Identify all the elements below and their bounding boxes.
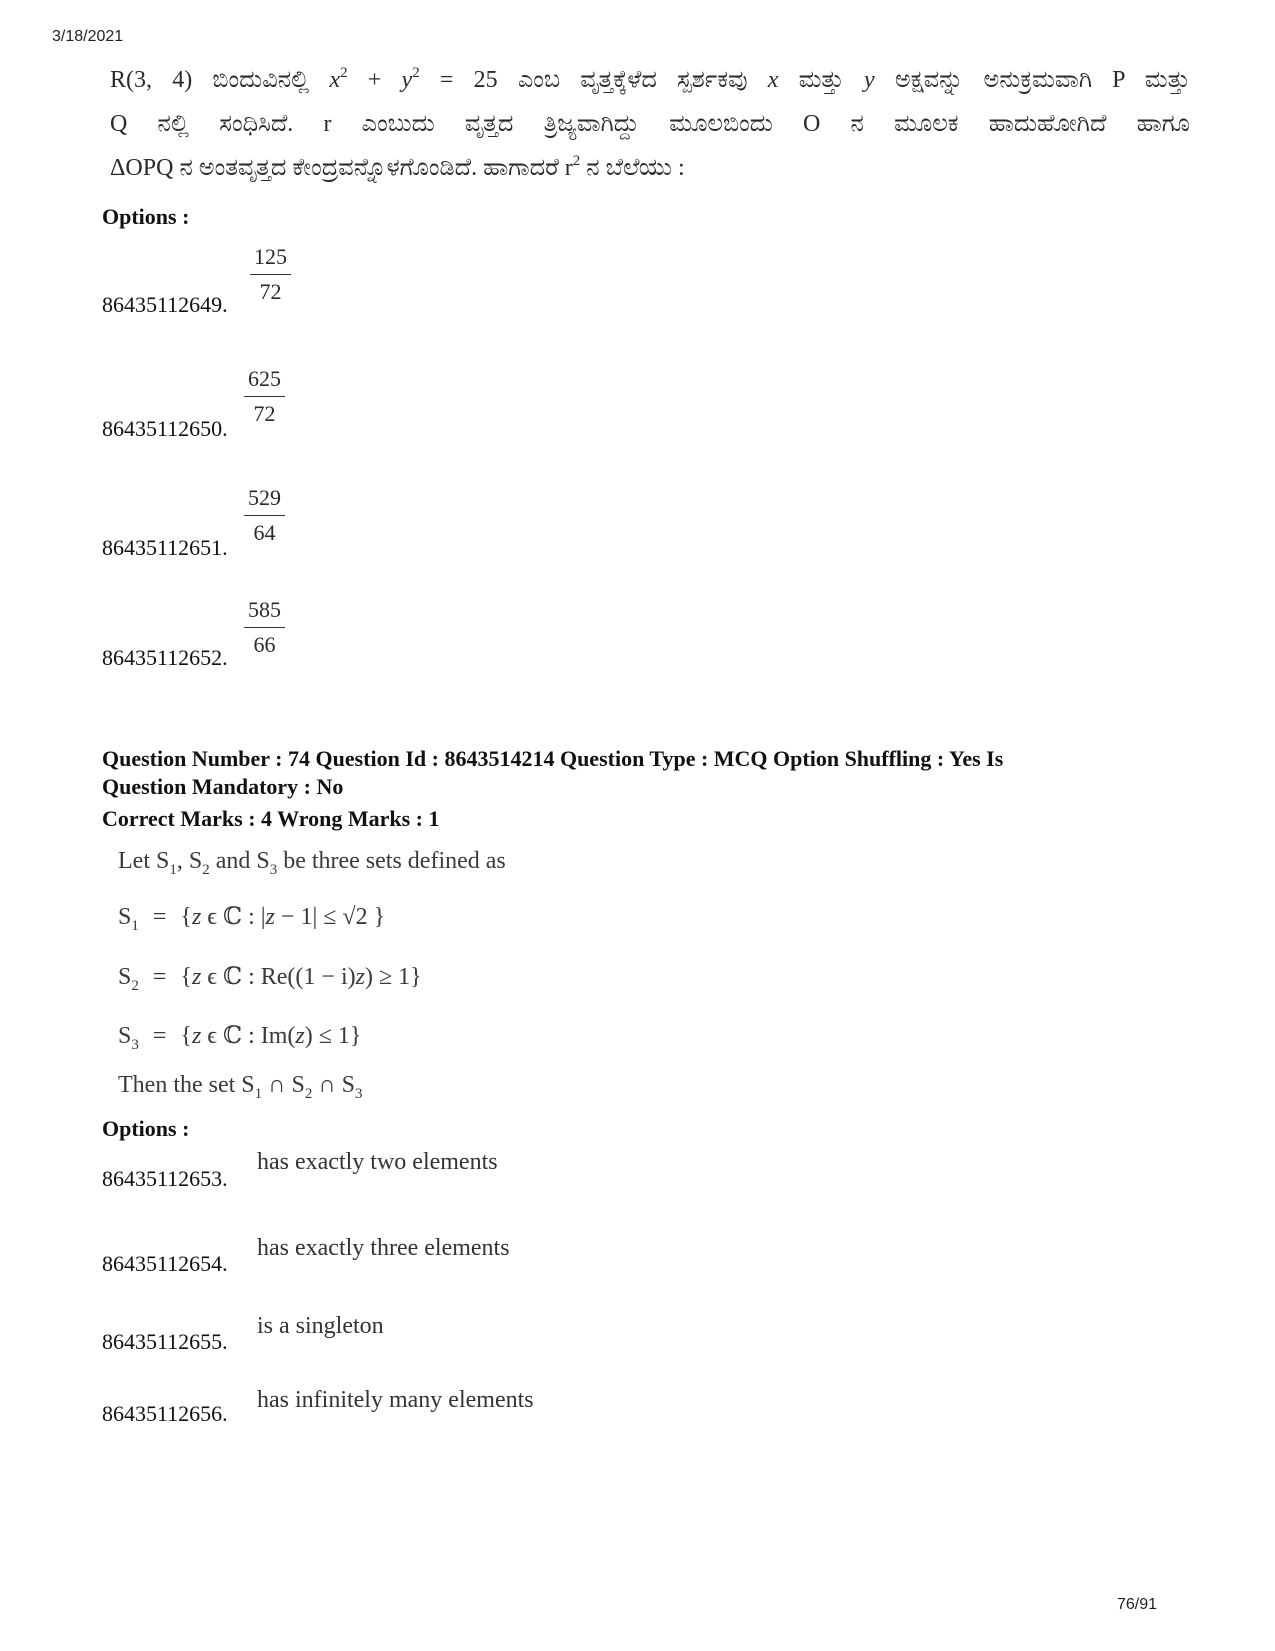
q74-option-3-text: is a singleton [257,1313,384,1339]
q74-marks: Correct Marks : 4 Wrong Marks : 1 [102,806,440,831]
q74-option-1-text: has exactly two elements [257,1149,498,1175]
q74-intro: Let $S_1$, $S_2$ and $S_3$ be three sets defined as [118,848,506,878]
q74-option-1-id: 86435112653. [102,1166,228,1191]
fraction-numerator: 529 [244,485,285,516]
q74-set-s2: $S_2 = \{z$ ϵ ℂ : Re((1 − i)z) ≥ 1} [118,964,422,994]
q73-option-1-id: 86435112649. [102,292,228,317]
q73-options-label: Options : [102,204,190,229]
q73-option-3-fraction [244,485,285,546]
print-date: 3/18/2021 [52,28,124,45]
fraction-denominator: 66 [253,632,276,657]
q73-line-2: Q ನಲ್ಲಿ ಸಂಧಿಸಿದೆ. r ಎಂಬುದು ವೃತ್ತದ ತ್ರಿಜ್ಯವಾಗಿದ್ದು ಮೂಲಬಿಂದು O ನ ಮೂಲಕ ಹಾದುಹೋಗಿದೆ ಹಾಗೂ [110,111,1190,137]
question-73-text [110,58,1190,190]
fraction-denominator: 72 [259,279,282,304]
q73-option-4-id: 86435112652. [102,645,228,670]
q74-meta-line-1: Question Number : 74 Question Id : 8643514214 Question Type : MCQ Option Shuffling : Yes Is [102,746,1004,771]
fraction-numerator: 585 [244,597,285,628]
q74-set-s1: $S_1 = \{z$ ϵ ℂ : |z − 1| ≤ √2 } [118,904,386,934]
fraction-denominator: 72 [253,401,276,426]
q74-option-4-text: has infinitely many elements [257,1387,534,1413]
q73-option-1-fraction [250,244,291,305]
q73-option-2-id: 86435112650. [102,416,228,441]
q73-option-3-id: 86435112651. [102,535,228,560]
q74-option-4-id: 86435112656. [102,1401,228,1426]
q74-set-s3: $S_3 = \{z$ ϵ ℂ : Im(z) ≤ 1} [118,1023,362,1053]
q74-meta-line-2: Question Mandatory : No [102,774,344,799]
q74-option-2-text: has exactly three elements [257,1235,510,1261]
q74-meta [102,745,1003,801]
q73-option-4-fraction [244,597,285,658]
q74-option-2-id: 86435112654. [102,1251,228,1276]
q73-line-3: ΔOPQ ನ ಅಂತವೃತ್ತದ ಕೇಂದ್ರವನ್ನೊಳಗೊಂಡಿದೆ. ಹಾಗಾದರೆ $r^2$ ನ ಬೆಲೆಯು : [110,153,685,181]
q73-line-1: R(3, 4) ಬಿಂದುವಿನಲ್ಲಿ $x^2 + y^2 = 25$ ಎಂಬ ವೃತ್ತಕ್ಕೆಳೆದ ಸ್ಪರ್ಶಕವು x ಮತ್ತು y ಅಕ್ಷವನ್ನು ಅನುಕ್ರಮವಾಗಿ P ಮತ್ತು [110,65,1191,93]
page-number: 76/91 [1116,1596,1157,1613]
fraction-numerator: 125 [250,244,291,275]
q74-option-3-id: 86435112655. [102,1329,228,1354]
q74-then-set: Then the set $S_1$ ∩ $S_2$ ∩ $S_3$ [118,1072,363,1102]
q74-options-label: Options : [102,1116,190,1141]
fraction-denominator: 64 [253,520,276,545]
q73-option-2-fraction [244,366,285,427]
fraction-numerator: 625 [244,366,285,397]
